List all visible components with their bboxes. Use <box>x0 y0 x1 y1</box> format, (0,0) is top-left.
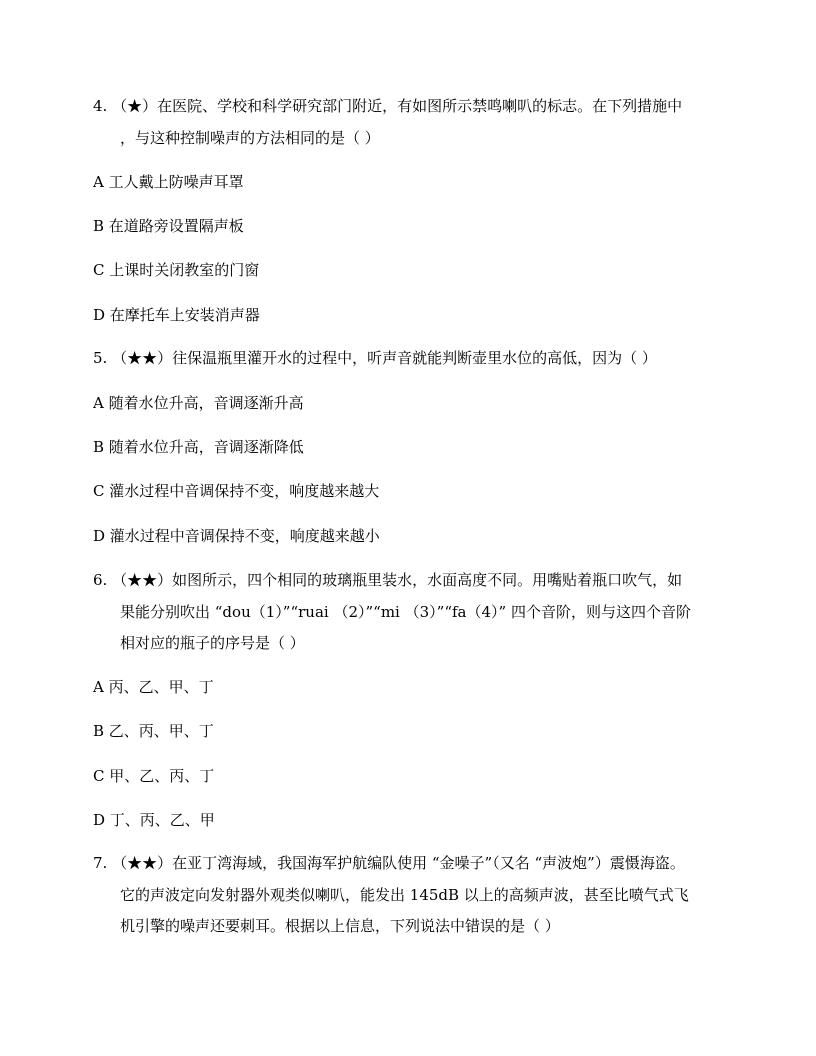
question-4-line-1 <box>93 96 682 116</box>
question-5-line-1 <box>93 348 657 368</box>
question-4-option-b: B 在道路旁设置隔声板 <box>93 217 244 235</box>
question-7-text-3: 机引擎的噪声还要刺耳。根据以上信息，下列说法中错误的是（ ） <box>120 917 560 935</box>
question-6-option-a: A 丙、乙、甲、丁 <box>93 678 214 696</box>
question-5-option-c: C 灌水过程中音调保持不变，响度越来越大 <box>93 482 380 500</box>
question-4-option-c: C 上课时关闭教室的门窗 <box>93 261 260 279</box>
question-5-number: 5. <box>93 349 108 367</box>
question-5-option-a: A 随着水位升高，音调逐渐升高 <box>93 394 304 412</box>
question-6-text-1: 如图所示，四个相同的玻璃瓶里装水，水面高度不同。用嘴贴着瓶口吹气，如 <box>172 571 683 589</box>
question-7-difficulty: （★★） <box>112 854 173 872</box>
question-4-text-1: 在医院、学校和科学研究部门附近，有如图所示禁鸣喇叭的标志。在下列措施中 <box>157 97 683 115</box>
question-6-option-c: C 甲、乙、丙、丁 <box>93 767 215 785</box>
question-4-option-a: A 工人戴上防噪声耳罩 <box>93 173 244 191</box>
question-5-text-1: 往保温瓶里灌开水的过程中，听声音就能判断壶里水位的高低，因为（ ） <box>172 349 657 367</box>
question-6-option-d: D 丁、丙、乙、甲 <box>93 811 215 829</box>
question-5-difficulty: （★★） <box>112 349 173 367</box>
question-6-number: 6. <box>93 571 108 589</box>
question-7-text-1: 在亚丁湾海域，我国海军护航编队使用 “金噪子”（又名 “声波炮”）震慑海盗。 <box>172 854 685 872</box>
question-6-difficulty: （★★） <box>112 571 173 589</box>
question-7-text-2: 它的声波定向发射器外观类似喇叭，能发出 145dB 以上的高频声波，甚至比喷气式飞 <box>120 886 689 904</box>
question-6-option-b: B 乙、丙、甲、丁 <box>93 722 214 740</box>
question-4-number: 4. <box>93 97 108 115</box>
question-5-option-d: D 灌水过程中音调保持不变，响度越来越小 <box>93 527 380 545</box>
question-6-line-1 <box>93 570 682 590</box>
question-4-option-d: D 在摩托车上安装消声器 <box>93 306 260 324</box>
question-6-text-3: 相对应的瓶子的序号是（ ） <box>120 634 305 652</box>
question-5-option-b: B 随着水位升高，音调逐渐降低 <box>93 438 304 456</box>
question-4-text-2: ，与这种控制噪声的方法相同的是（ ） <box>120 129 380 147</box>
question-6-text-2: 果能分别吹出 “dou（1）”“ruai （2）”“mi （3）”“fa（4）” 四个音阶，则与这四个音阶 <box>120 603 691 621</box>
question-4-difficulty: （★） <box>112 97 158 115</box>
question-7-line-1 <box>93 853 685 873</box>
question-7-number: 7. <box>93 854 108 872</box>
